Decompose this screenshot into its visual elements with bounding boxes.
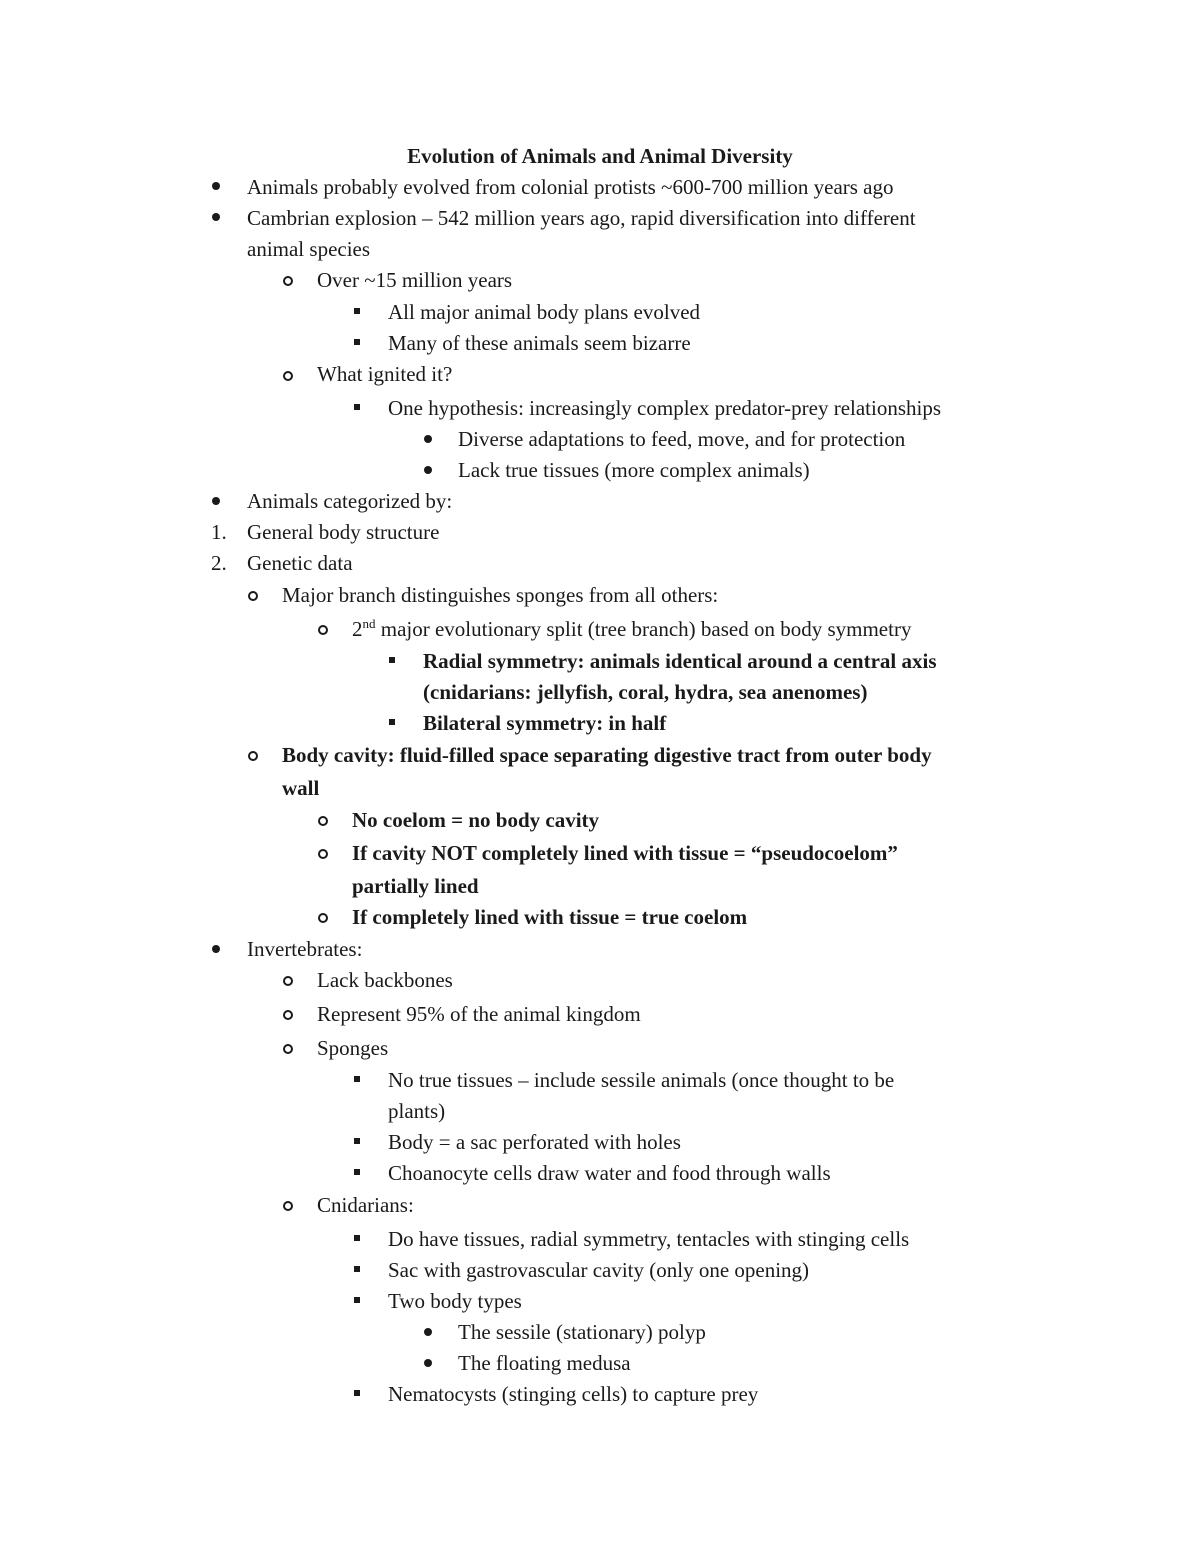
- list-item-continuation: animal species: [247, 237, 371, 261]
- circle-bullet-icon: [318, 625, 328, 635]
- circle-bullet-icon: [318, 849, 328, 859]
- list-item: Radial symmetry: animals identical around a central axis: [423, 649, 937, 673]
- square-bullet-icon: [354, 1138, 360, 1144]
- list-item: The sessile (stationary) polyp: [458, 1320, 706, 1344]
- square-bullet-icon: [354, 339, 360, 345]
- list-item: Diverse adaptations to feed, move, and for protection: [458, 427, 906, 451]
- list-item: Animals probably evolved from colonial protists ~600-700 million years ago: [247, 175, 894, 199]
- list-item: If cavity NOT completely lined with tissue = “pseudocoelom”: [352, 841, 898, 865]
- list-item: Many of these animals seem bizarre: [388, 331, 691, 355]
- square-bullet-icon: [354, 1169, 360, 1175]
- circle-bullet-icon: [283, 1201, 293, 1211]
- list-item-continuation: (cnidarians: jellyfish, coral, hydra, sea anenomes): [423, 680, 868, 704]
- bullet-icon: [424, 1359, 432, 1367]
- list-item: Sac with gastrovascular cavity (only one opening): [388, 1258, 810, 1282]
- square-bullet-icon: [354, 1235, 360, 1241]
- circle-bullet-icon: [283, 976, 293, 986]
- list-item: Body = a sac perforated with holes: [388, 1130, 681, 1154]
- bullet-icon: [212, 182, 220, 190]
- circle-bullet-icon: [283, 371, 293, 381]
- circle-bullet-icon: [318, 816, 328, 826]
- square-bullet-icon: [354, 1076, 360, 1082]
- list-item: Cambrian explosion – 542 million years ago, rapid diversification into different: [247, 206, 916, 230]
- list-item: Sponges: [317, 1036, 389, 1060]
- list-number: 1.: [211, 520, 227, 544]
- square-bullet-icon: [354, 404, 360, 410]
- square-bullet-icon: [354, 1297, 360, 1303]
- list-item: The floating medusa: [458, 1351, 631, 1375]
- square-bullet-icon: [354, 308, 360, 314]
- bullet-icon: [212, 213, 220, 221]
- square-bullet-icon: [389, 657, 395, 663]
- circle-bullet-icon: [283, 1010, 293, 1020]
- list-item: Nematocysts (stinging cells) to capture prey: [388, 1382, 759, 1406]
- list-item: Body cavity: fluid-filled space separating digestive tract from outer body: [282, 743, 932, 767]
- list-item: Cnidarians:: [317, 1193, 414, 1217]
- list-item: General body structure: [247, 520, 440, 544]
- list-number: 2.: [211, 551, 227, 575]
- bullet-icon: [424, 466, 432, 474]
- circle-bullet-icon: [283, 276, 293, 286]
- list-item: Represent 95% of the animal kingdom: [317, 1002, 641, 1026]
- bullet-icon: [212, 945, 220, 953]
- square-bullet-icon: [354, 1390, 360, 1396]
- list-item: Lack true tissues (more complex animals): [458, 458, 810, 482]
- list-item-continuation: plants): [388, 1099, 446, 1123]
- square-bullet-icon: [389, 719, 395, 725]
- bullet-icon: [424, 1328, 432, 1336]
- list-item: 2nd major evolutionary split (tree branch) based on body symmetry: [352, 616, 912, 641]
- list-item: If completely lined with tissue = true coelom: [352, 905, 748, 929]
- list-item: Choanocyte cells draw water and food through walls: [388, 1161, 831, 1185]
- document-title: Evolution of Animals and Animal Diversity: [407, 144, 793, 168]
- square-bullet-icon: [354, 1266, 360, 1272]
- list-item: Genetic data: [247, 551, 353, 575]
- bullet-icon: [212, 497, 220, 505]
- list-item: Animals categorized by:: [247, 489, 453, 513]
- circle-bullet-icon: [318, 913, 328, 923]
- list-item: Lack backbones: [317, 968, 453, 992]
- list-item: All major animal body plans evolved: [388, 300, 701, 324]
- list-item: Do have tissues, radial symmetry, tentacles with stinging cells: [388, 1227, 910, 1251]
- list-item: Invertebrates:: [247, 937, 363, 961]
- bullet-icon: [424, 435, 432, 443]
- list-item: One hypothesis: increasingly complex predator-prey relationships: [388, 396, 942, 420]
- list-item: No true tissues – include sessile animals (once thought to be: [388, 1068, 895, 1092]
- list-item: What ignited it?: [317, 362, 453, 386]
- circle-bullet-icon: [248, 591, 258, 601]
- list-item-continuation: wall: [282, 776, 320, 800]
- list-item: Bilateral symmetry: in half: [423, 711, 667, 735]
- list-item: Over ~15 million years: [317, 268, 513, 292]
- list-item-continuation: partially lined: [352, 874, 479, 898]
- circle-bullet-icon: [248, 751, 258, 761]
- list-item: No coelom = no body cavity: [352, 808, 600, 832]
- circle-bullet-icon: [283, 1044, 293, 1054]
- list-item: Two body types: [388, 1289, 522, 1313]
- list-item: Major branch distinguishes sponges from all others:: [282, 583, 719, 607]
